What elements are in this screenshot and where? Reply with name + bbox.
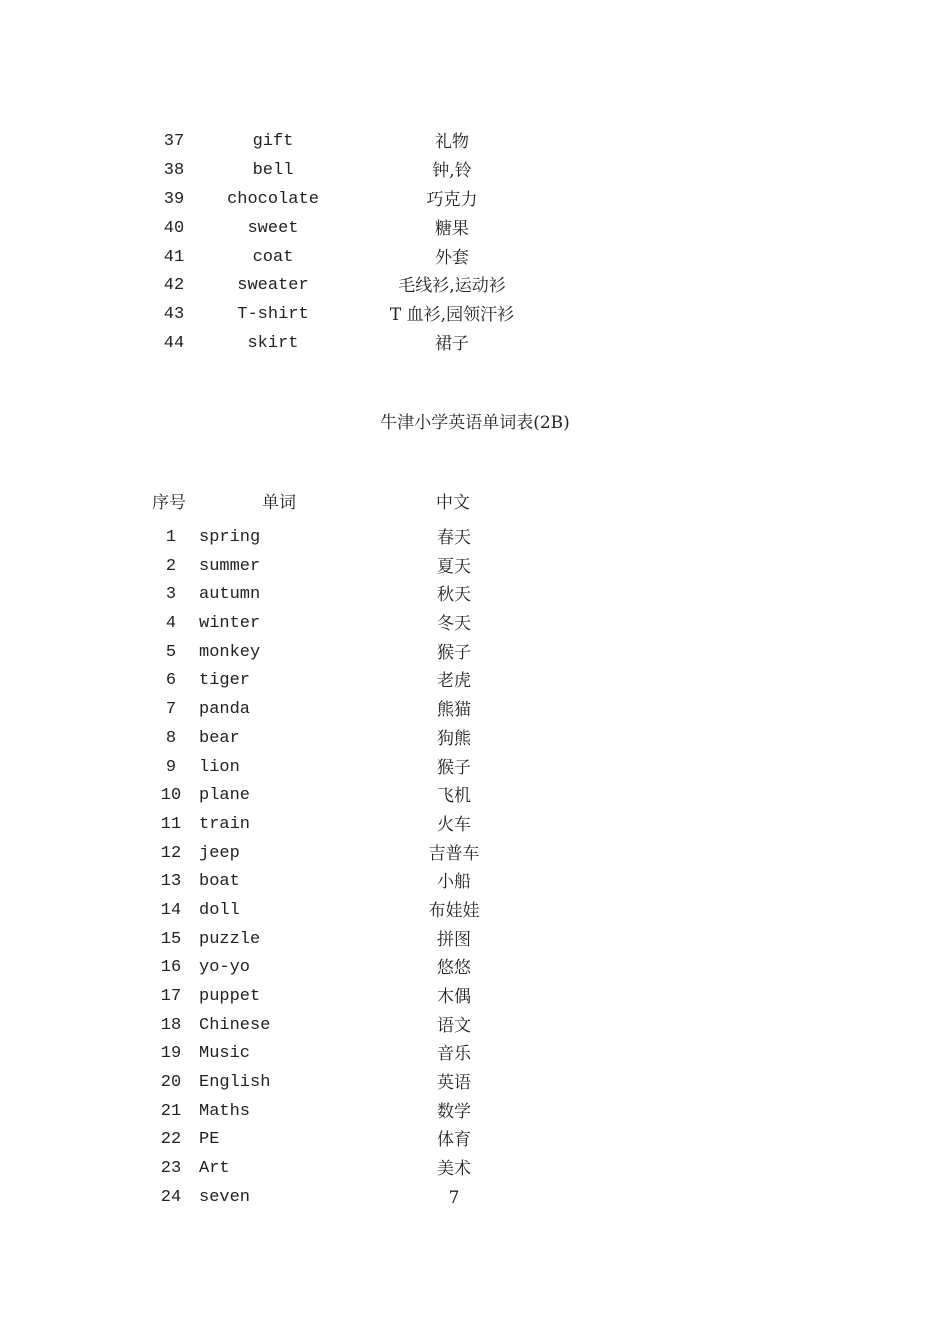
chinese-meaning: 秋天 — [437, 585, 471, 606]
row-number: 40 — [163, 218, 185, 238]
row-number: 37 — [163, 132, 185, 151]
row-number: 19 — [160, 1044, 182, 1064]
english-word: coat — [252, 247, 294, 267]
header-chinese: 中文 — [436, 493, 470, 513]
english-word: chocolate — [227, 189, 319, 209]
table-row — [0, 1069, 950, 1098]
table-row — [0, 897, 950, 926]
table-row — [0, 1155, 950, 1184]
table-row — [0, 272, 950, 301]
english-word: Music — [199, 1044, 251, 1064]
english-word: autumn — [199, 585, 261, 605]
chinese-meaning: 夏天 — [437, 556, 471, 577]
english-word: PE — [199, 1130, 220, 1150]
table-row — [0, 610, 950, 639]
row-number: 5 — [165, 642, 177, 662]
english-word: gift — [252, 132, 294, 151]
english-word: train — [199, 814, 251, 834]
row-number: 2 — [165, 556, 177, 576]
english-word: spring — [199, 528, 261, 547]
chinese-meaning: 钟,铃 — [432, 160, 472, 181]
table-row — [0, 581, 950, 610]
row-number: 15 — [160, 929, 182, 949]
english-word: English — [199, 1073, 271, 1093]
chinese-meaning: 7 — [448, 1187, 460, 1208]
row-number: 13 — [160, 872, 182, 892]
row-number: 39 — [163, 189, 185, 209]
english-word: Art — [199, 1159, 230, 1179]
chinese-meaning: 火车 — [437, 814, 471, 835]
table-row — [0, 811, 950, 840]
header-number: 序号 — [152, 493, 186, 513]
chinese-meaning: 外套 — [435, 247, 469, 268]
row-number: 4 — [165, 614, 177, 634]
english-word: seven — [199, 1187, 251, 1207]
english-word: skirt — [247, 334, 299, 354]
table-row — [0, 954, 950, 983]
continuation-word-table — [0, 128, 950, 359]
row-number: 43 — [163, 305, 185, 325]
table-row — [0, 330, 950, 359]
table-row — [0, 301, 950, 330]
english-word: plane — [199, 786, 251, 806]
chinese-meaning: T 血衫,园领汗衫 — [389, 305, 515, 326]
row-number: 44 — [163, 334, 185, 354]
row-number: 18 — [160, 1015, 182, 1035]
table-row — [0, 754, 950, 783]
row-number: 3 — [165, 585, 177, 605]
english-word: sweater — [237, 276, 309, 296]
table-row — [0, 639, 950, 668]
table-row — [0, 782, 950, 811]
table-row — [0, 1126, 950, 1155]
chinese-meaning: 巧克力 — [426, 189, 478, 210]
table-row — [0, 186, 950, 215]
english-word: Chinese — [199, 1015, 271, 1035]
chinese-meaning: 狗熊 — [437, 728, 471, 749]
row-number: 9 — [165, 757, 177, 777]
chinese-meaning: 礼物 — [435, 132, 469, 152]
table-row — [0, 725, 950, 754]
chinese-meaning: 春天 — [437, 528, 471, 548]
chinese-meaning: 美术 — [437, 1159, 471, 1180]
english-word: bear — [199, 728, 240, 748]
english-word: T-shirt — [237, 305, 309, 325]
chinese-meaning: 数学 — [437, 1101, 471, 1122]
row-number: 7 — [165, 700, 177, 720]
table-row — [0, 1040, 950, 1069]
english-word: monkey — [199, 642, 261, 662]
row-number: 20 — [160, 1073, 182, 1093]
table-row — [0, 667, 950, 696]
english-word: panda — [199, 700, 251, 720]
chinese-meaning: 冬天 — [437, 614, 471, 635]
row-number: 12 — [160, 843, 182, 863]
english-word: bell — [252, 160, 294, 180]
row-number: 23 — [160, 1159, 182, 1179]
chinese-meaning: 布娃娃 — [428, 900, 480, 921]
chinese-meaning: 熊猫 — [437, 700, 471, 721]
english-word: yo-yo — [199, 958, 251, 978]
english-word: puzzle — [199, 929, 261, 949]
chinese-meaning: 猴子 — [437, 757, 471, 778]
row-number: 38 — [163, 160, 185, 180]
row-number: 6 — [165, 671, 177, 691]
english-word: winter — [199, 614, 261, 634]
word-table-2b — [0, 524, 950, 1213]
table-row — [0, 128, 950, 157]
row-number: 41 — [163, 247, 185, 267]
table-row — [0, 926, 950, 955]
table-row — [0, 696, 950, 725]
chinese-meaning: 毛线衫,运动衫 — [398, 276, 506, 297]
chinese-meaning: 小船 — [437, 872, 471, 893]
chinese-meaning: 拼图 — [437, 929, 471, 950]
table-row — [0, 840, 950, 869]
row-number: 21 — [160, 1101, 182, 1121]
row-number: 10 — [160, 786, 182, 806]
chinese-meaning: 音乐 — [437, 1044, 471, 1065]
english-word: summer — [199, 556, 261, 576]
chinese-meaning: 木偶 — [437, 987, 471, 1007]
table-row — [0, 983, 950, 1012]
header-word: 单词 — [262, 493, 296, 513]
row-number: 1 — [165, 528, 177, 547]
row-number: 16 — [160, 958, 182, 978]
row-number: 11 — [160, 814, 182, 834]
row-number: 42 — [163, 276, 185, 296]
row-number: 8 — [165, 728, 177, 748]
section-title: 牛津小学英语单词表(2B) — [380, 413, 570, 433]
row-number: 22 — [160, 1130, 182, 1150]
chinese-meaning: 体育 — [437, 1130, 471, 1151]
chinese-meaning: 悠悠 — [437, 958, 471, 979]
row-number: 24 — [160, 1187, 182, 1207]
chinese-meaning: 裙子 — [435, 334, 469, 355]
table-row — [0, 215, 950, 244]
english-word: tiger — [199, 671, 251, 691]
table-row — [0, 553, 950, 582]
chinese-meaning: 猴子 — [437, 642, 471, 663]
english-word: jeep — [199, 843, 240, 863]
table-row — [0, 157, 950, 186]
english-word: sweet — [247, 218, 299, 238]
chinese-meaning: 糖果 — [435, 218, 469, 239]
english-word: puppet — [199, 987, 261, 1006]
english-word: lion — [199, 757, 240, 777]
table-row — [0, 1012, 950, 1041]
table-row — [0, 868, 950, 897]
english-word: doll — [199, 900, 240, 920]
english-word: boat — [199, 872, 240, 892]
row-number: 17 — [160, 987, 182, 1006]
chinese-meaning: 飞机 — [437, 786, 471, 807]
table-row — [0, 524, 950, 553]
chinese-meaning: 英语 — [437, 1073, 471, 1094]
table-row — [0, 244, 950, 273]
chinese-meaning: 老虎 — [437, 671, 471, 692]
row-number: 14 — [160, 900, 182, 920]
table-row — [0, 1184, 950, 1213]
chinese-meaning: 吉普车 — [428, 843, 480, 864]
english-word: Maths — [199, 1101, 251, 1121]
table-row — [0, 1098, 950, 1127]
chinese-meaning: 语文 — [437, 1015, 471, 1036]
